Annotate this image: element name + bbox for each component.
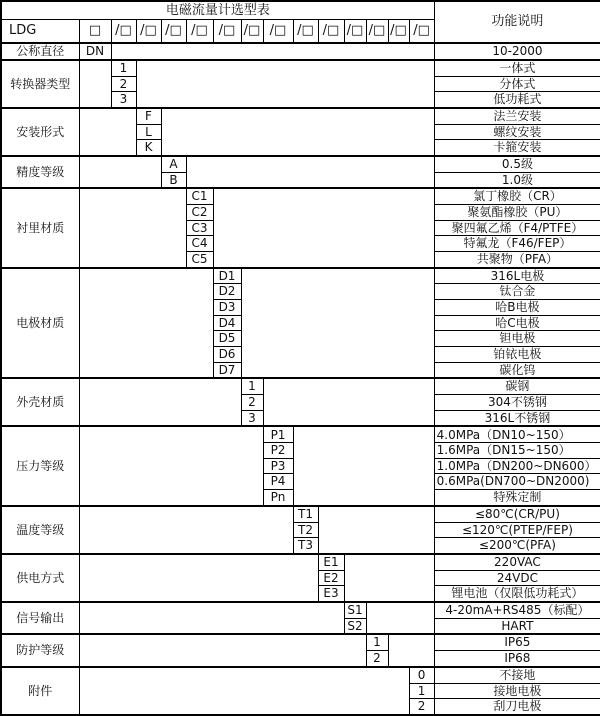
- spacer-cell: [136, 60, 434, 108]
- option-description: 1.6MPa（DN15~150）: [434, 443, 600, 459]
- category-label: 公称直径: [1, 43, 79, 60]
- spacer-cell: [79, 156, 161, 188]
- spacer-cell: [79, 60, 111, 108]
- option-description: 聚氨酯橡胶（PU）: [434, 205, 600, 221]
- category-label: 电极材质: [1, 268, 79, 379]
- option-description: 哈B电极: [434, 300, 600, 316]
- option-description: ≤120℃(PTEP/FEP): [434, 522, 600, 538]
- option-code: D7: [213, 362, 241, 378]
- option-description: 哈C电极: [434, 315, 600, 331]
- option-code: L: [136, 124, 161, 140]
- option-code: C5: [186, 252, 213, 268]
- option-code: 1: [241, 378, 263, 394]
- category-label: 精度等级: [1, 156, 79, 188]
- option-code: C2: [186, 205, 213, 221]
- spacer-cell: [111, 43, 434, 60]
- option-description: 10-2000: [434, 43, 600, 60]
- code-box: /□: [293, 20, 318, 44]
- code-box: /□: [136, 20, 161, 44]
- option-code: E2: [318, 570, 344, 586]
- code-box: /□: [366, 20, 388, 44]
- option-code: K: [136, 140, 161, 156]
- spacer-cell: [79, 188, 186, 267]
- code-box: /□: [409, 20, 434, 44]
- category-label: 防护等级: [1, 634, 79, 666]
- option-description: 螺纹安装: [434, 124, 600, 140]
- spacer-cell: [318, 506, 434, 554]
- option-description: 低功耗式: [434, 92, 600, 108]
- spacer-cell: [213, 188, 434, 267]
- option-code: P1: [263, 426, 293, 442]
- option-code: 1: [366, 634, 388, 650]
- code-box: /□: [111, 20, 136, 44]
- table-title: 电磁流量计选型表: [1, 1, 434, 20]
- model-prefix: LDG: [1, 20, 79, 44]
- function-column-header: 功能说明: [434, 1, 600, 43]
- option-description: HART: [434, 618, 600, 634]
- option-code: D4: [213, 315, 241, 331]
- option-code: P2: [263, 443, 293, 459]
- option-description: 分体式: [434, 76, 600, 92]
- spacer-cell: [79, 506, 293, 554]
- option-description: 220VAC: [434, 554, 600, 570]
- option-code: B: [161, 172, 186, 188]
- category-label: 温度等级: [1, 506, 79, 554]
- category-label: 衬里材质: [1, 188, 79, 267]
- option-description: 24VDC: [434, 570, 600, 586]
- option-code: 2: [366, 651, 388, 667]
- option-code: D5: [213, 331, 241, 347]
- category-label: 附件: [1, 667, 79, 715]
- option-description: 0.5级: [434, 156, 600, 172]
- option-code: 0: [409, 667, 434, 683]
- option-code: D6: [213, 347, 241, 363]
- spacer-cell: [79, 634, 366, 666]
- option-code: C4: [186, 236, 213, 252]
- option-description: 1.0MPa（DN200~DN600）: [434, 458, 600, 474]
- option-description: 304不锈钢: [434, 395, 600, 411]
- spacer-cell: [79, 426, 263, 505]
- option-code: P3: [263, 458, 293, 474]
- option-code: C3: [186, 220, 213, 236]
- option-description: ≤80℃(CR/PU): [434, 506, 600, 522]
- option-code: S1: [344, 602, 366, 618]
- option-code: S2: [344, 618, 366, 634]
- option-code: T1: [293, 506, 318, 522]
- option-code: 2: [409, 699, 434, 715]
- spacer-cell: [79, 108, 136, 156]
- code-box: /□: [344, 20, 366, 44]
- spacer-cell: [79, 554, 318, 602]
- code-box: /□: [263, 20, 293, 44]
- option-description: 刮刀电极: [434, 699, 600, 715]
- option-code: T2: [293, 522, 318, 538]
- option-code: D3: [213, 300, 241, 316]
- option-code: Pn: [263, 490, 293, 506]
- option-description: 碳钢: [434, 378, 600, 394]
- option-description: 卡箍安装: [434, 140, 600, 156]
- option-description: 特氟龙（F46/FEP）: [434, 236, 600, 252]
- option-description: IP68: [434, 651, 600, 667]
- option-code: C1: [186, 188, 213, 204]
- option-code: 2: [111, 76, 136, 92]
- category-label: 供电方式: [1, 554, 79, 602]
- option-description: 一体式: [434, 60, 600, 76]
- option-description: 4.0MPa（DN10~150）: [434, 426, 600, 442]
- spacer-cell: [293, 426, 434, 505]
- category-label: 安装形式: [1, 108, 79, 156]
- option-code: 1: [409, 683, 434, 699]
- spacer-cell: [186, 156, 434, 188]
- spacer-cell: [263, 378, 434, 426]
- spacer-cell: [79, 378, 241, 426]
- spacer-cell: [388, 634, 434, 666]
- option-description: 1.0级: [434, 172, 600, 188]
- option-description: 聚四氟乙烯（F4/PTFE）: [434, 220, 600, 236]
- category-label: 信号输出: [1, 602, 79, 634]
- option-code: E3: [318, 586, 344, 602]
- option-code: A: [161, 156, 186, 172]
- spacer-cell: [79, 268, 213, 379]
- option-description: 法兰安装: [434, 108, 600, 124]
- option-code: F: [136, 108, 161, 124]
- option-description: ≤200℃(PFA): [434, 538, 600, 554]
- option-code: DN: [79, 43, 111, 60]
- code-box: /□: [161, 20, 186, 44]
- spacer-cell: [79, 602, 344, 634]
- spacer-cell: [344, 554, 434, 602]
- option-code: 3: [111, 92, 136, 108]
- option-description: 氯丁橡胶（CR）: [434, 188, 600, 204]
- option-code: E1: [318, 554, 344, 570]
- option-code: D1: [213, 268, 241, 284]
- option-description: 0.6MPa(DN700~DN2000): [434, 474, 600, 490]
- code-box: /□: [241, 20, 263, 44]
- code-box: /□: [318, 20, 344, 44]
- spacer-cell: [366, 602, 434, 634]
- category-label: 转换器类型: [1, 60, 79, 108]
- option-code: 1: [111, 60, 136, 76]
- option-description: 钽电极: [434, 331, 600, 347]
- option-description: 共聚物（PFA）: [434, 252, 600, 268]
- option-description: 铂铱电极: [434, 347, 600, 363]
- code-box: /□: [186, 20, 213, 44]
- option-code: 2: [241, 395, 263, 411]
- option-code: 3: [241, 410, 263, 426]
- option-code: D2: [213, 284, 241, 300]
- spacer-cell: [79, 667, 409, 715]
- option-description: 钛合金: [434, 284, 600, 300]
- code-box: /□: [388, 20, 409, 44]
- option-description: 不接地: [434, 667, 600, 683]
- option-code: T3: [293, 538, 318, 554]
- option-description: 316L不锈钢: [434, 410, 600, 426]
- spacer-cell: [161, 108, 434, 156]
- category-label: 外壳材质: [1, 378, 79, 426]
- category-label: 压力等级: [1, 426, 79, 505]
- option-description: 锂电池（仅限低功耗式）: [434, 586, 600, 602]
- option-description: IP65: [434, 634, 600, 650]
- option-description: 特殊定制: [434, 490, 600, 506]
- code-box: /□: [213, 20, 241, 44]
- dn-code-box: □: [79, 20, 111, 44]
- option-description: 接地电极: [434, 683, 600, 699]
- option-description: 4-20mA+RS485（标配）: [434, 602, 600, 618]
- spacer-cell: [241, 268, 434, 379]
- option-code: P4: [263, 474, 293, 490]
- option-description: 碳化钨: [434, 362, 600, 378]
- option-description: 316L电极: [434, 268, 600, 284]
